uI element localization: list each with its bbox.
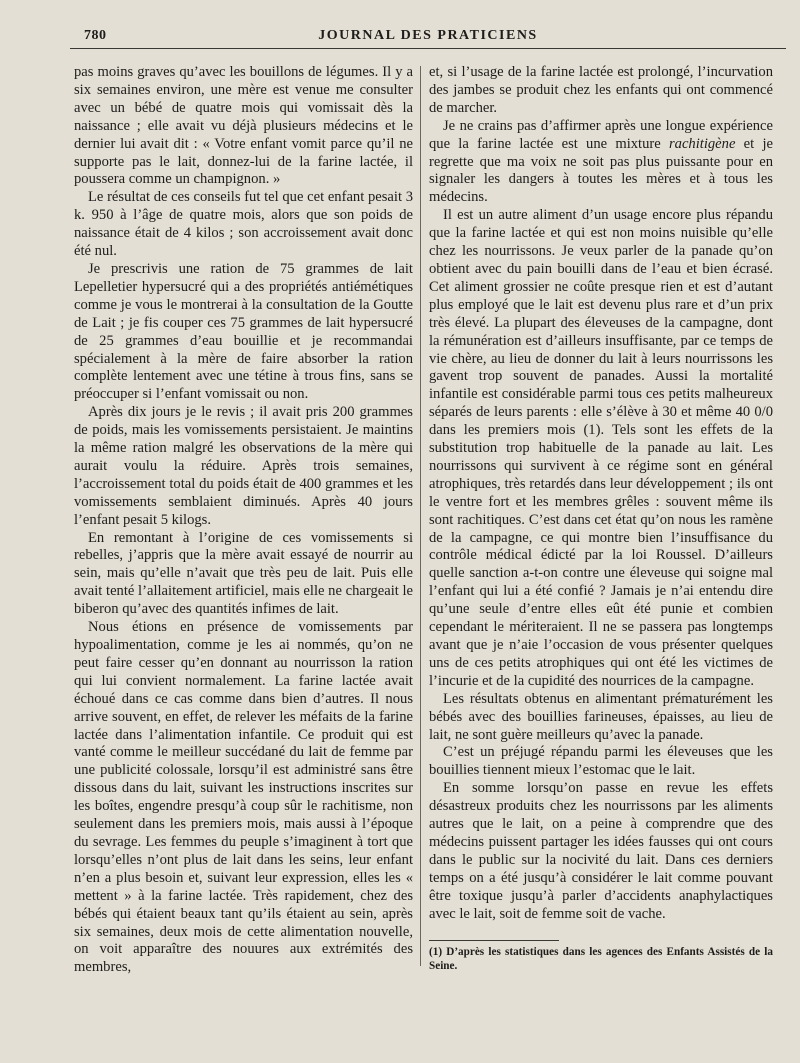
left-paragraph-4: Après dix jours je le revis ; il avait pris 200 grammes de poids, mais les vomissements persistaient. Je maintins la même ration malgré les observations de la mère qui aurait voulu la réduire. Après trois semaines, l’accroissement total du poids était de 400 grammes et les vomissements semblaient diminués. Après 40 jours l’enfant pesait 5 kilogs. (74, 404, 413, 528)
right-paragraph-2 (429, 118, 773, 208)
page-number: 780 (84, 28, 107, 43)
right-column (429, 64, 773, 984)
right-paragraph-6: En somme lorsqu’on passe en revue les effets désastreux produits chez les nourrissons par les aliments autres que le lait, on a peine à comprendre que des médecins puissent partager les idées fausses qui ont cours dans le public sur la nocivité du lait. Dans ces derniers temps on a été jusqu’à considérer le lait comme pouvant être toxique jusqu’à parler d’accidents anaphylactiques avec le lait, soit de femme soit de vache. (429, 780, 773, 922)
page-header (70, 26, 786, 49)
running-title: JOURNAL DES PRATICIENS (318, 28, 538, 43)
left-paragraph-1: pas moins graves qu’avec les bouillons de légumes. Il y a six semaines environ, une mère est venue me consulter avec un bébé de quatre mois qui vomissait dès la naissance ; elle avait vu déjà plusieurs médecins et le dernier lui avait dit : « Votre enfant vomit parce qu’il ne supporte pas le lait, donnez-lui de la farine lactée, il poussera comme un champignon. » (74, 64, 413, 188)
italic-term: rachitigène (668, 135, 736, 152)
footnote-rule (429, 940, 559, 941)
right-paragraph-2-lead: Je ne crains pas d’affirmer après une longue expérience que la farine lactée est une mixture (429, 117, 773, 152)
right-paragraph-1: et, si l’usage de la farine lactée est prolongé, l’incurvation des jambes se produit chez les enfants qui ont commencé de marcher. (429, 64, 773, 116)
footnote-text: D’après les statistiques dans les agences des Enfants Assistés de la Seine. (429, 946, 773, 972)
footnote-marker: (1) (429, 946, 443, 958)
right-paragraph-5: C’est un préjugé répandu parmi les éleveuses que les bouillies tiennent mieux l’estomac que le lait. (429, 744, 773, 779)
left-paragraph-5: En remontant à l’origine de ces vomissements si rebelles, j’appris que la mère avait essayé de nourrir au sein, mais qu’elle n’avait que très peu de lait. Puis elle avait tenté l’allaitement artificiel, mais elle ne chargeait le biberon qu’avec des quantités infimes de lait. (74, 529, 413, 618)
left-paragraph-2: Le résultat de ces conseils fut tel que cet enfant pesait 3 k. 950 à l’âge de quatre mois, alors que son poids de naissance était de 4 kilos ; son accroissement avait donc été nul. (74, 189, 413, 260)
right-paragraph-4: Les résultats obtenus en alimentant prématurément les bébés avec des bouillies farineuses, épaisses, au lieu de lait, ne sont guère meilleurs qu’avec la panade. (429, 690, 773, 743)
column-divider (420, 66, 421, 966)
right-paragraph-2-tail: et je regrette que ma voix ne soit pas plus puissante pour en signaler les dangers à toutes les mères et à tous les médecins. (429, 135, 773, 206)
left-paragraph-6: Nous étions en présence de vomissements par hypoalimentation, comme je les ai nommés, qu’on ne peut faire cesser qu’en donnant au nourrisson la ration qui lui convient normalement. La farine lactée avait échoué dans ce cas comme dans bien d’autres. Il nous arrive souvent, en effet, de relever les méfaits de la farine lactée dans l’alimentation infantile. Ce produit qui est vanté comme le meilleur succédané du lait de femme par une publicité colossale, lorsqu’il est administré sans être dissous dans du lait, suivant les instructions inscrites sur les boîtes, engendre presqu’à coup sûr le rachitisme, non seulement dans les premiers mois, mais aussi à l’époque du sevrage. Les femmes du peuple s’imaginent à tort que lorsqu’elles n’ont plus de lait dans les seins, leur enfant n’en a plus besoin et, suivant leur expression, elles les « mettent » à la farine lactée. Très rapidement, chez des bébés qui étaient beaux tant qu’ils étaient au sein, après six semaines, deux mois de cette alimentation nouvelle, on voit apparaître des nouures aux extrémités des membres, (74, 619, 413, 976)
right-paragraph-3: Il est un autre aliment d’un usage encore plus répandu que la farine lactée et qui est non moins nuisible qu’elle chez les nourrissons. Je veux parler de la panade qu’on obtient avec du pain bouilli dans de l’eau et bien écrasé. Cet aliment grossier ne coûte presque rien et est d’autant plus employé que le lait est devenu plus rare et d’un prix très élevé. La plupart des éleveuses de la campagne, dont la rémunération est d’ailleurs insuffisante, par ce temps de vie chère, au lieu de donner du lait à leurs nourrissons les gavent trop souvent de panades. Aussi la mortalité infantile est considérable parmi tous ces petits malheureux séparés de leurs parents : elle s’élève à 30 et même 40 0/0 dans les premiers mois (1). Tels sont les effets de la substitution trop habituelle de la panade au lait. Les nourrissons qui survivent à ce régime sont en général atrophiques, très retardés dans leur développement ; ils ont le ventre fort et les membres grêles : souvent même ils sont rachitiques. C’est dans cet état qu’on nous les ramène de la campagne, ce qui montre bien l’insuffisance du contrôle médical édicté par la loi Roussel. D’ailleurs quelle sanction a-t-on contre une éleveuse qui soigne mal l’enfant qui lui a été confié ? Jamais je n’ai entendu dire qu’une seule d’entre elles eût été punie et combien cependant le mériteraient. Il ne se passera pas longtemps avant que je n’aie l’occasion de vous présenter quelques uns de ces petits atrophiques qui ont été les victimes de l’incurie et de la cupidité des nourrices de la campagne. (429, 207, 773, 689)
footnote (429, 945, 773, 973)
left-column (74, 64, 413, 984)
left-paragraph-3: Je prescrivis une ration de 75 grammes de lait Lepelletier hypersucré qui a des propriétés antiémétiques comme je vous le montrerai à la consultation de la Goutte de Lait ; je fis couper ces 75 grammes de lait hypersucré de 25 grammes d’eau bouillie et je recommandai spécialement à la mère de faire absorber la ration complète lentement avec une tétine à trous fins, sans se préoccuper si l’enfant vomissait ou non. (74, 260, 413, 403)
